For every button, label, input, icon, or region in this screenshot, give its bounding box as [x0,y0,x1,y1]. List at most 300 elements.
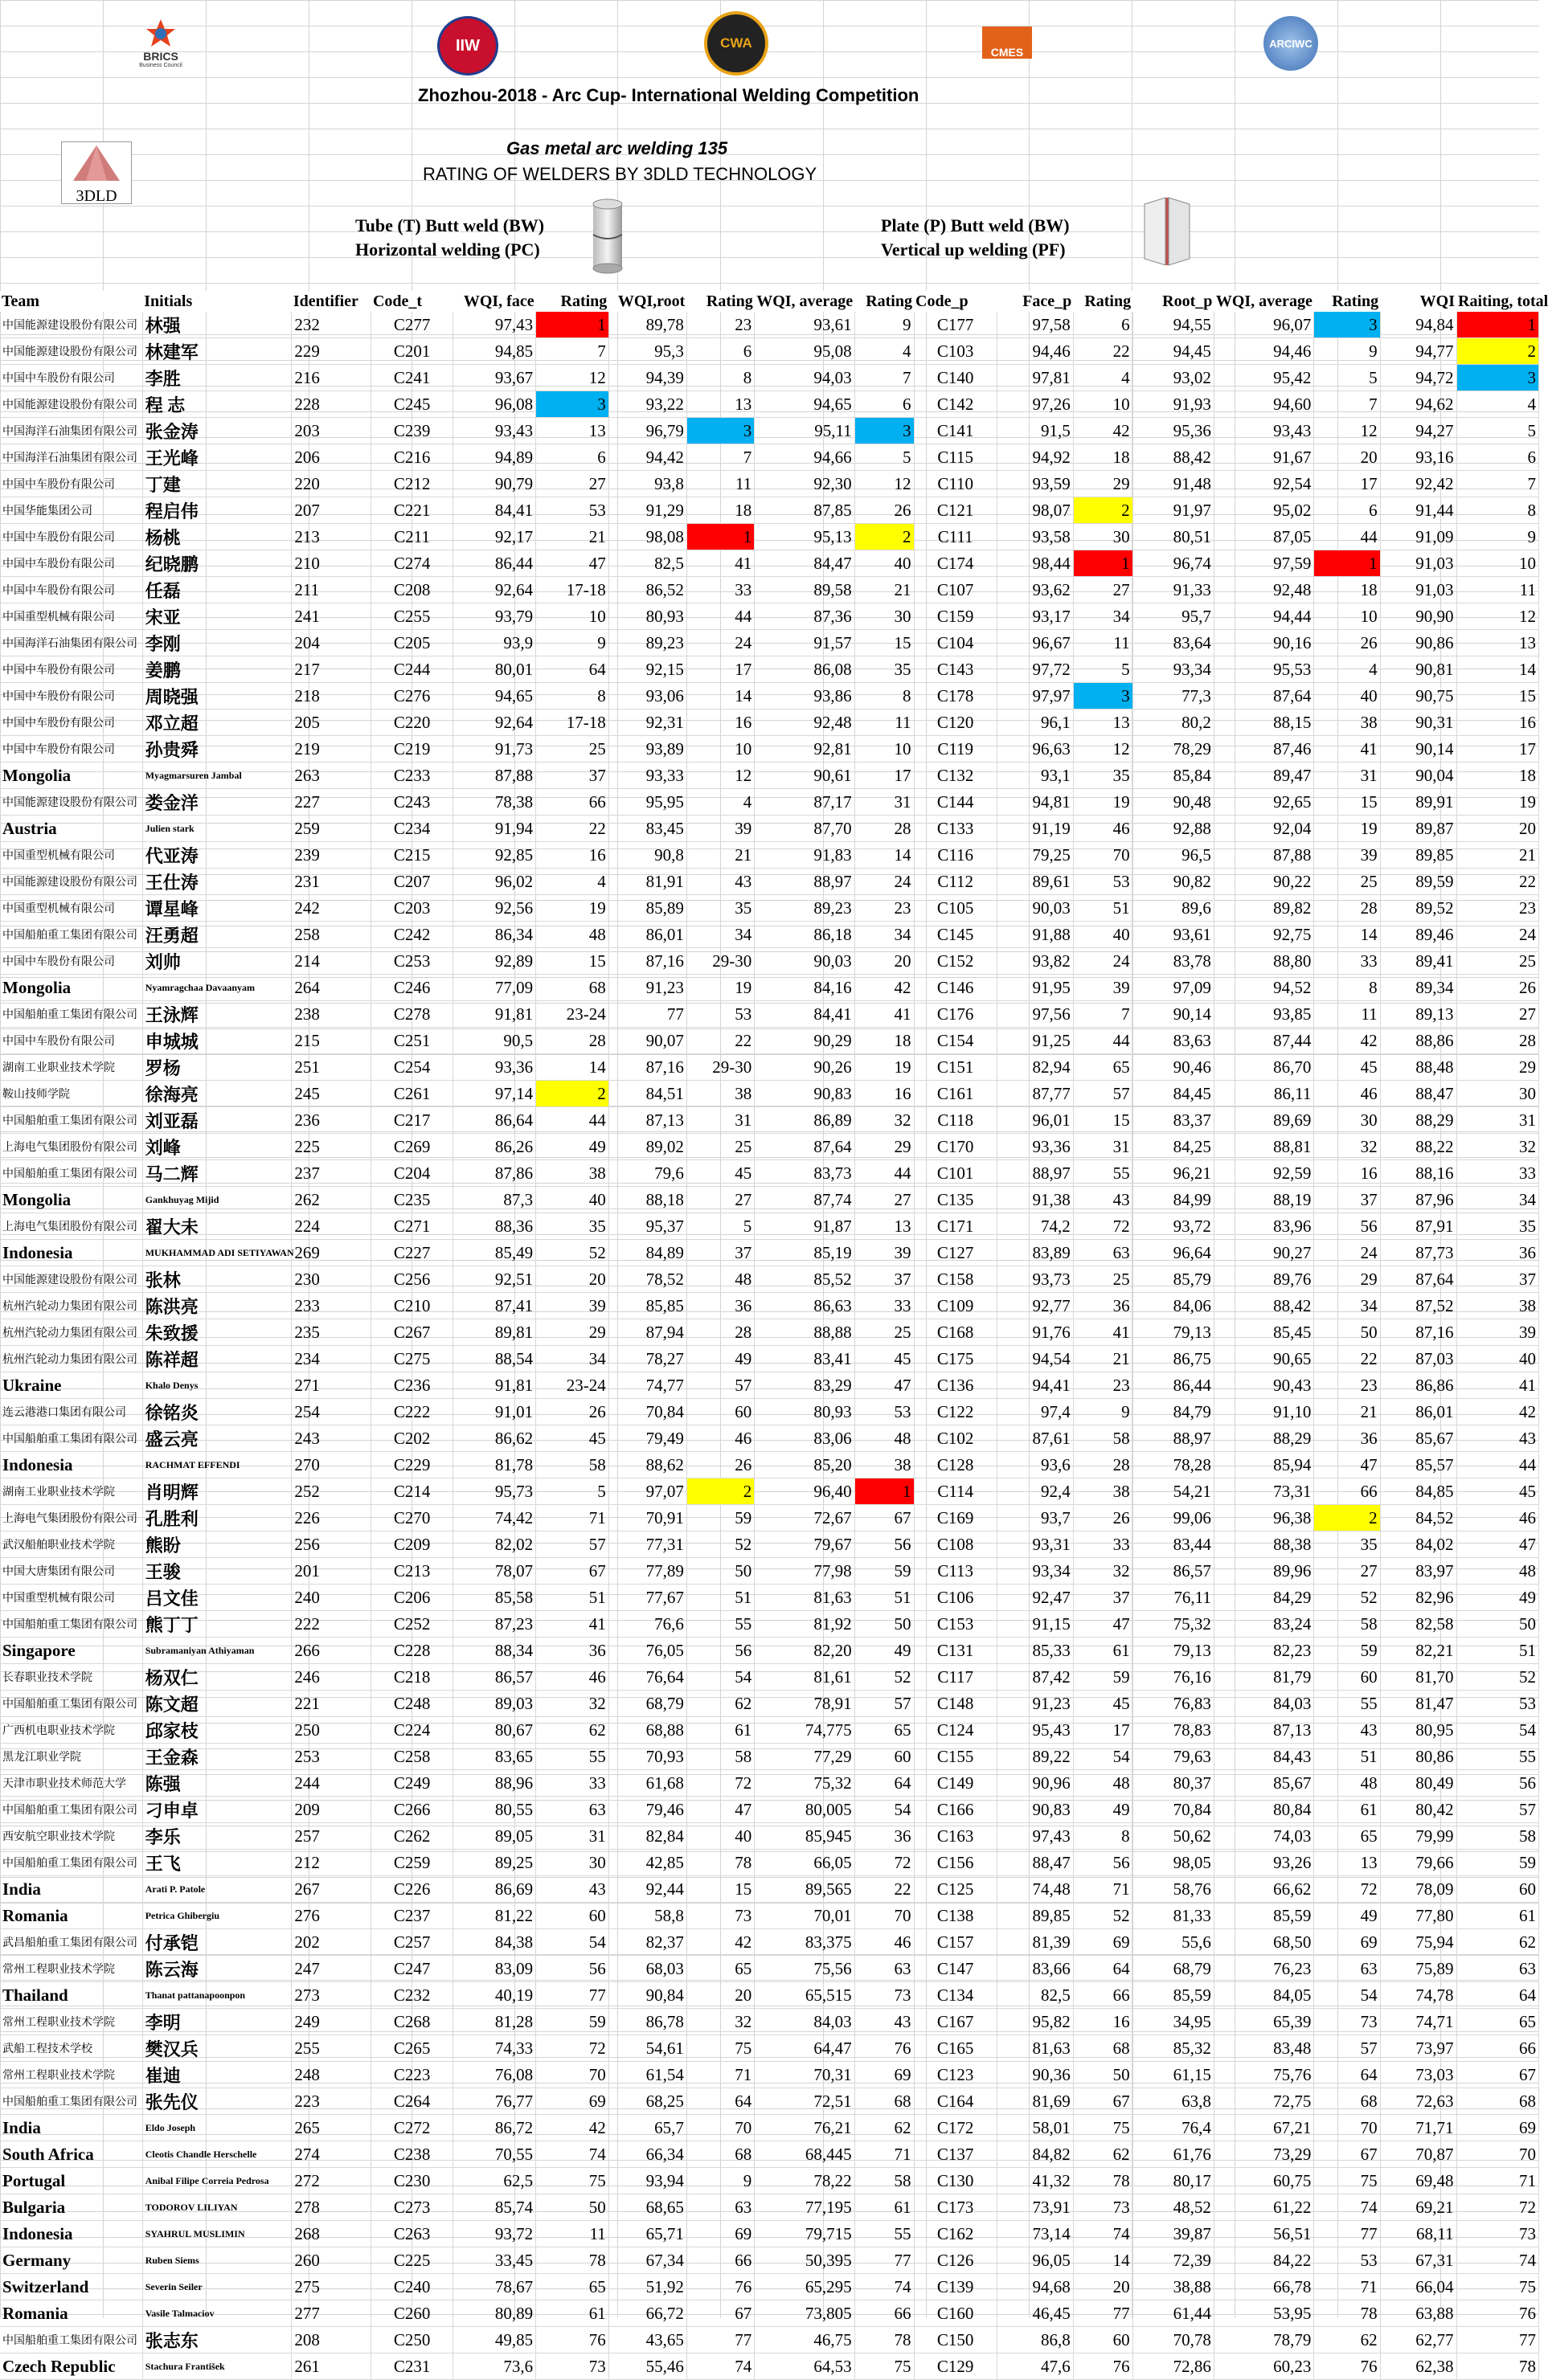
cell-face-p: 93,82 [997,948,1073,975]
cell-wqi-average-t: 70,01 [755,1903,854,1929]
cell-rating-face: 54 [536,1929,609,1956]
cell-root-p: 72,39 [1132,2247,1214,2274]
cell-initials: 张志东 [142,2327,292,2353]
cell-wqi-average-p: 91,67 [1214,444,1313,471]
header-wqi-average-t: WQI, average [755,291,854,312]
cell-rating-root: 33 [686,577,754,603]
header-initials: Initials [142,291,292,312]
cell-code-p: C177 [914,312,997,338]
header-rating-average-p: Rating [1314,291,1380,312]
cell-initials: 宋亚 [142,603,292,630]
table-header-row [0,291,1539,312]
cell-face-p: 93,62 [997,577,1073,603]
cell-wqi-face: 84,41 [453,497,535,524]
cell-identifier: 233 [292,1293,371,1319]
cell-wqi-average-t: 89,565 [755,1876,854,1903]
cell-rating-average-t: 8 [854,683,914,710]
cell-wqi-average-t: 83,375 [755,1929,854,1956]
cell-rating-root: 3 [686,418,754,444]
cell-wqi-face: 92,51 [453,1266,535,1293]
cell-wqi-average-p: 56,51 [1214,2221,1313,2247]
cell-wqi-face: 86,44 [453,550,535,577]
cell-root-p: 84,79 [1132,1399,1214,1425]
cell-root-p: 88,97 [1132,1425,1214,1452]
cell-wqi-average-p: 75,76 [1214,2062,1313,2088]
cell-code-t: C260 [371,2300,453,2327]
cell-code-p: C105 [914,895,997,922]
cell-initials: 刁申卓 [142,1797,292,1823]
cell-root-p: 84,45 [1132,1081,1214,1107]
cell-rating-total: 19 [1456,789,1538,816]
cell-wqi-average-t: 65,295 [755,2274,854,2300]
cell-rating-average-t: 15 [854,630,914,656]
cell-rating-root: 47 [686,1797,754,1823]
cell-rating-root: 32 [686,2009,754,2035]
cell-code-p: C111 [914,524,997,550]
cell-initials: 徐海亮 [142,1081,292,1107]
header-wqi-face: WQI, face [453,291,535,312]
cell-wqi-average-p: 90,27 [1214,1240,1313,1266]
cell-code-t: C273 [371,2194,453,2221]
cell-wqi-face: 90,5 [453,1028,535,1054]
cell-wqi-average-t: 77,98 [755,1558,854,1585]
cell-rating-root: 64 [686,2088,754,2115]
cell-code-t: C268 [371,2009,453,2035]
cell-initials: 刘亚磊 [142,1107,292,1134]
cell-rating-average-t: 49 [854,1638,914,1664]
cell-code-t: C201 [371,338,453,365]
cell-face-p: 81,39 [997,1929,1073,1956]
cell-root-p: 80,51 [1132,524,1214,550]
cell-wqi-average-t: 70,31 [755,2062,854,2088]
cell-rating-face: 55 [536,1744,609,1770]
cell-team: 中国重型机械有限公司 [0,895,142,922]
cell-identifier: 204 [292,630,371,656]
cell-code-t: C208 [371,577,453,603]
cell-code-t: C222 [371,1399,453,1425]
cell-initials: 王泳辉 [142,1001,292,1028]
cell-wqi-face: 81,28 [453,2009,535,2035]
cell-rating-face-p: 12 [1073,736,1132,763]
cell-rating-total: 73 [1456,2221,1538,2247]
cell-identifier: 254 [292,1399,371,1425]
cell-team: Switzerland [0,2274,142,2300]
cell-rating-average-t: 29 [854,1134,914,1160]
cell-wqi-average-p: 92,54 [1214,471,1313,497]
cell-root-p: 91,33 [1132,577,1214,603]
table-row [0,1956,1539,1982]
cell-code-p: C114 [914,1478,997,1505]
cell-initials: 李刚 [142,630,292,656]
cell-initials: 盛云亮 [142,1425,292,1452]
cell-wqi-average-p: 88,15 [1214,710,1313,736]
cell-initials: 纪晓鹏 [142,550,292,577]
cell-team: Bulgaria [0,2194,142,2221]
cell-face-p: 97,81 [997,365,1073,391]
cell-rating-average-p: 33 [1314,948,1380,975]
cell-initials: Eldo Joseph [142,2115,292,2141]
cell-rating-face-p: 13 [1073,710,1132,736]
cell-code-p: C143 [914,656,997,683]
cell-wqi-face: 93,43 [453,418,535,444]
cell-wqi-total: 78,09 [1380,1876,1456,1903]
cell-rating-face: 29 [536,1319,609,1346]
cell-rating-root: 10 [686,736,754,763]
cell-initials: 徐铭炎 [142,1399,292,1425]
cell-initials: SYAHRUL MUSLIMIN [142,2221,292,2247]
cell-wqi-root: 87,16 [608,948,686,975]
cell-rating-total: 5 [1456,418,1538,444]
cell-rating-root: 43 [686,869,754,895]
cell-rating-average-t: 16 [854,1081,914,1107]
cell-team: 中国中车股份有限公司 [0,471,142,497]
process-title: Gas metal arc welding 135 [506,138,728,158]
cell-rating-face-p: 73 [1073,2194,1132,2221]
cell-rating-average-t: 9 [854,312,914,338]
cell-wqi-average-t: 90,61 [755,763,854,789]
cell-identifier: 224 [292,1213,371,1240]
cell-rating-total: 38 [1456,1293,1538,1319]
cell-code-p: C104 [914,630,997,656]
cell-wqi-root: 70,93 [608,1744,686,1770]
cell-face-p: 91,76 [997,1319,1073,1346]
cell-wqi-face: 91,94 [453,816,535,842]
cell-code-p: C115 [914,444,997,471]
cell-wqi-total: 75,89 [1380,1956,1456,1982]
cell-wqi-average-p: 87,88 [1214,842,1313,869]
cell-rating-face-p: 24 [1073,948,1132,975]
cell-rating-root: 66 [686,2247,754,2274]
cell-wqi-average-p: 92,48 [1214,577,1313,603]
cell-wqi-root: 66,34 [608,2141,686,2168]
brics-logo [129,11,193,74]
cell-wqi-root: 86,78 [608,2009,686,2035]
cell-root-p: 98,05 [1132,1850,1214,1876]
cell-wqi-total: 86,86 [1380,1372,1456,1399]
cell-rating-root: 40 [686,1823,754,1850]
cwa-logo-text: CWA [704,11,768,76]
cell-wqi-average-p: 85,94 [1214,1452,1313,1478]
cell-team: 中国中车股份有限公司 [0,710,142,736]
table-row [0,1717,1539,1744]
cell-face-p: 73,14 [997,2221,1073,2247]
cell-root-p: 96,5 [1132,842,1214,869]
cell-wqi-average-t: 87,74 [755,1187,854,1213]
cell-initials: 陈祥超 [142,1346,292,1372]
cell-rating-average-p: 20 [1314,444,1380,471]
cell-team: 广西机电职业技术学院 [0,1717,142,1744]
cell-initials: 刘帅 [142,948,292,975]
cell-identifier: 257 [292,1823,371,1850]
cell-rating-root: 45 [686,1160,754,1187]
cell-initials: 王飞 [142,1850,292,1876]
cell-team: 常州工程职业技术学院 [0,2009,142,2035]
cell-rating-root: 25 [686,1134,754,1160]
cell-initials: 林强 [142,312,292,338]
cell-rating-face: 37 [536,763,609,789]
cell-rating-total: 11 [1456,577,1538,603]
cell-root-p: 90,46 [1132,1054,1214,1081]
cell-initials: 丁建 [142,471,292,497]
cell-rating-average-p: 25 [1314,869,1380,895]
cell-rating-face-p: 58 [1073,1425,1132,1452]
table-row [0,1187,1539,1213]
cell-rating-face: 2 [536,1081,609,1107]
cell-rating-root: 60 [686,1399,754,1425]
cell-wqi-average-p: 87,13 [1214,1717,1313,1744]
cell-team: 中国船舶重工集团有限公司 [0,2327,142,2353]
cell-wqi-average-t: 83,06 [755,1425,854,1452]
cell-wqi-total: 94,62 [1380,391,1456,418]
cell-rating-average-p: 43 [1314,1717,1380,1744]
cell-rating-average-p: 57 [1314,2035,1380,2062]
table-row [0,418,1539,444]
cell-rating-average-t: 64 [854,1770,914,1797]
cell-initials: Gankhuyag Mijid [142,1187,292,1213]
cell-initials: 陈洪亮 [142,1293,292,1319]
cell-rating-face: 9 [536,630,609,656]
cell-rating-average-t: 39 [854,1240,914,1266]
cell-rating-face-p: 44 [1073,1028,1132,1054]
plate-weld-position: Vertical up welding (PF) [881,239,1066,260]
cell-rating-total: 37 [1456,1266,1538,1293]
table-row [0,2274,1539,2300]
cell-code-t: C257 [371,1929,453,1956]
cell-wqi-total: 89,59 [1380,869,1456,895]
cell-wqi-average-t: 84,03 [755,2009,854,2035]
cell-rating-face-p: 78 [1073,2168,1132,2194]
cell-team: South Africa [0,2141,142,2168]
cell-rating-total: 64 [1456,1982,1538,2009]
cell-rating-average-p: 74 [1314,2194,1380,2221]
cell-rating-average-t: 35 [854,656,914,683]
cell-wqi-root: 94,42 [608,444,686,471]
cell-root-p: 75,32 [1132,1611,1214,1638]
cell-wqi-root: 95,95 [608,789,686,816]
cell-wqi-root: 82,5 [608,550,686,577]
cell-rating-total: 77 [1456,2327,1538,2353]
cell-rating-average-t: 63 [854,1956,914,1982]
cell-identifier: 272 [292,2168,371,2194]
cell-rating-face: 17-18 [536,710,609,736]
cell-root-p: 94,55 [1132,312,1214,338]
cell-rating-total: 18 [1456,763,1538,789]
cell-wqi-root: 43,65 [608,2327,686,2353]
cell-face-p: 90,36 [997,2062,1073,2088]
cell-rating-face-p: 20 [1073,2274,1132,2300]
cell-rating-total: 56 [1456,1770,1538,1797]
cell-code-p: C112 [914,869,997,895]
cell-code-p: C132 [914,763,997,789]
cell-wqi-face: 89,05 [453,1823,535,1850]
cell-wqi-root: 93,33 [608,763,686,789]
cell-wqi-total: 70,87 [1380,2141,1456,2168]
cell-rating-root: 62 [686,1691,754,1717]
cell-rating-average-p: 70 [1314,2115,1380,2141]
cell-wqi-face: 80,89 [453,2300,535,2327]
cell-wqi-average-p: 68,50 [1214,1929,1313,1956]
cell-rating-total: 72 [1456,2194,1538,2221]
cell-wqi-average-p: 94,52 [1214,975,1313,1001]
cell-team: 中国船舶重工集团有限公司 [0,922,142,948]
cell-identifier: 263 [292,763,371,789]
cell-wqi-root: 68,79 [608,1691,686,1717]
cell-wqi-face: 87,86 [453,1160,535,1187]
cell-wqi-face: 81,78 [453,1452,535,1478]
cell-rating-face: 60 [536,1903,609,1929]
cell-wqi-total: 82,96 [1380,1585,1456,1611]
cell-wqi-root: 70,84 [608,1399,686,1425]
cell-rating-average-t: 36 [854,1823,914,1850]
cell-wqi-root: 91,23 [608,975,686,1001]
cell-code-t: C262 [371,1823,453,1850]
cell-rating-face: 35 [536,1213,609,1240]
cell-code-p: C152 [914,948,997,975]
cell-wqi-average-t: 72,67 [755,1505,854,1531]
cell-rating-average-p: 73 [1314,2009,1380,2035]
cell-wqi-average-p: 96,38 [1214,1505,1313,1531]
cell-rating-root: 69 [686,2221,754,2247]
cell-rating-total: 30 [1456,1081,1538,1107]
cell-wqi-average-t: 86,18 [755,922,854,948]
cell-rating-face-p: 55 [1073,1160,1132,1187]
cell-team: 湖南工业职业技术学院 [0,1054,142,1081]
cell-wqi-root: 86,52 [608,577,686,603]
cell-face-p: 91,25 [997,1028,1073,1054]
table-row [0,2300,1539,2327]
cell-wqi-face: 88,54 [453,1346,535,1372]
arciwc-logo-text: ARCIWC [1263,16,1318,71]
cell-wqi-total: 63,88 [1380,2300,1456,2327]
cell-rating-face-p: 50 [1073,2062,1132,2088]
header-wqi-total: WQI [1380,291,1456,312]
cell-wqi-face: 93,67 [453,365,535,391]
cell-code-p: C162 [914,2221,997,2247]
cell-code-p: C142 [914,391,997,418]
cell-initials: 任磊 [142,577,292,603]
cell-initials: 申城城 [142,1028,292,1054]
cell-root-p: 96,21 [1132,1160,1214,1187]
cell-rating-face: 44 [536,1107,609,1134]
cell-face-p: 79,25 [997,842,1073,869]
cell-rating-face: 39 [536,1293,609,1319]
cell-wqi-face: 84,38 [453,1929,535,1956]
cell-wqi-average-t: 90,29 [755,1028,854,1054]
cell-wqi-total: 80,49 [1380,1770,1456,1797]
cell-wqi-root: 68,25 [608,2088,686,2115]
cell-wqi-face: 88,34 [453,1638,535,1664]
cell-wqi-face: 93,36 [453,1054,535,1081]
cell-rating-face: 26 [536,1399,609,1425]
table-row [0,789,1539,816]
cell-team: 中国中车股份有限公司 [0,524,142,550]
cell-rating-face: 50 [536,2194,609,2221]
cell-code-p: C130 [914,2168,997,2194]
cell-rating-average-t: 31 [854,789,914,816]
cell-wqi-face: 94,65 [453,683,535,710]
cell-code-t: C259 [371,1850,453,1876]
cell-code-p: C118 [914,1107,997,1134]
cell-code-t: C221 [371,497,453,524]
cell-root-p: 61,76 [1132,2141,1214,2168]
cell-wqi-average-p: 93,26 [1214,1850,1313,1876]
cell-rating-average-p: 11 [1314,1001,1380,1028]
cell-face-p: 96,63 [997,736,1073,763]
cell-wqi-root: 54,61 [608,2035,686,2062]
cell-rating-total: 41 [1456,1372,1538,1399]
cell-rating-face-p: 52 [1073,1903,1132,1929]
table-row [0,603,1539,630]
cell-wqi-total: 87,64 [1380,1266,1456,1293]
cell-face-p: 98,07 [997,497,1073,524]
cell-team: 连云港港口集团有限公司 [0,1399,142,1425]
cell-rating-face-p: 15 [1073,1107,1132,1134]
cell-team: 中国船舶重工集团有限公司 [0,1691,142,1717]
cell-initials: Myagmarsuren Jambal [142,763,292,789]
cell-wqi-face: 92,17 [453,524,535,550]
cell-wqi-total: 92,42 [1380,471,1456,497]
cell-wqi-face: 82,02 [453,1531,535,1558]
cell-rating-average-t: 6 [854,391,914,418]
cell-wqi-average-t: 88,97 [755,869,854,895]
cell-wqi-average-p: 84,05 [1214,1982,1313,2009]
table-row [0,1054,1539,1081]
table-row [0,1929,1539,1956]
cell-wqi-average-p: 74,03 [1214,1823,1313,1850]
cell-rating-average-t: 57 [854,1691,914,1717]
cell-rating-root: 70 [686,2115,754,2141]
cell-rating-face-p: 48 [1073,1770,1132,1797]
cell-root-p: 90,48 [1132,789,1214,816]
cell-wqi-average-t: 81,63 [755,1585,854,1611]
cell-rating-average-t: 19 [854,1054,914,1081]
cell-wqi-average-t: 85,19 [755,1240,854,1266]
cell-rating-face: 27 [536,471,609,497]
cell-rating-total: 15 [1456,683,1538,710]
cell-rating-average-p: 60 [1314,1664,1380,1691]
cell-wqi-average-t: 94,65 [755,391,854,418]
cell-root-p: 80,37 [1132,1770,1214,1797]
cell-rating-total: 74 [1456,2247,1538,2274]
cell-rating-face-p: 16 [1073,2009,1132,2035]
cell-wqi-root: 65,7 [608,2115,686,2141]
cell-code-p: C175 [914,1346,997,1372]
cell-initials: 李乐 [142,1823,292,1850]
cell-face-p: 81,63 [997,2035,1073,2062]
cell-rating-root: 12 [686,763,754,789]
cell-wqi-average-t: 80,005 [755,1797,854,1823]
cell-rating-average-t: 53 [854,1399,914,1425]
cell-rating-root: 38 [686,1081,754,1107]
cell-rating-total: 58 [1456,1823,1538,1850]
cell-wqi-root: 61,54 [608,2062,686,2088]
cell-face-p: 92,47 [997,1585,1073,1611]
cell-team: 中国中车股份有限公司 [0,656,142,683]
cell-rating-average-t: 77 [854,2247,914,2274]
cell-root-p: 85,59 [1132,1982,1214,2009]
cell-wqi-average-p: 88,81 [1214,1134,1313,1160]
cell-wqi-face: 83,09 [453,1956,535,1982]
table-row [0,816,1539,842]
cell-team: 上海电气集团股份有限公司 [0,1505,142,1531]
table-row [0,1213,1539,1240]
cell-initials: 陈云海 [142,1956,292,1982]
table-row [0,2062,1539,2088]
cell-rating-average-p: 2 [1314,1505,1380,1531]
cell-code-p: C150 [914,2327,997,2353]
cell-rating-face: 34 [536,1346,609,1372]
table-row [0,1425,1539,1452]
